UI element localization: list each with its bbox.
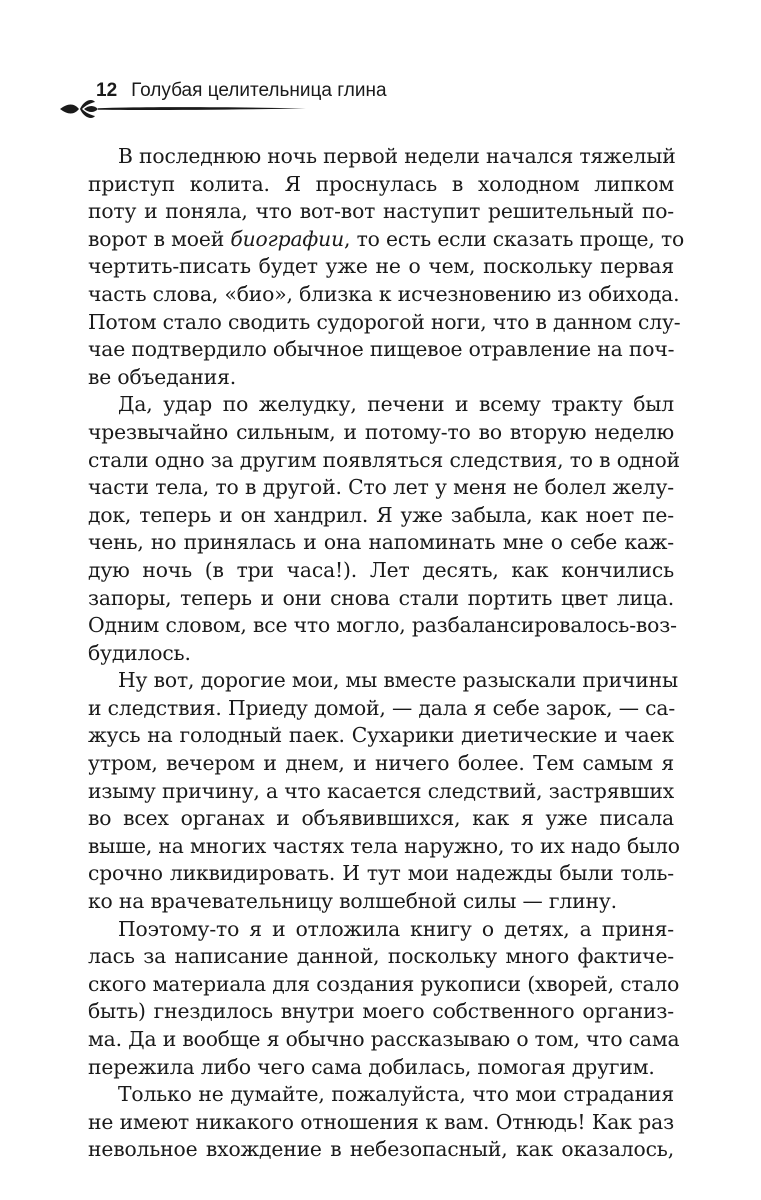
text-line: Поэтому-то я и отложила книгу о детях, а приня- (118, 916, 674, 941)
text-line: Ну вот, дорогие мои, мы вместе разыскали причины (118, 668, 678, 693)
text-line: изыму причину, а что касается следствий, застрявших (88, 778, 674, 803)
text-line: дую ночь (в три часа!). Лет десять, как кончились (88, 557, 674, 582)
text-line: Потом стало сводить судорогой ноги, что в данном слу- (88, 309, 681, 334)
text-line: невольное вхождение в небезопасный, как оказалось, (88, 1137, 674, 1162)
emphasized-text: биографии (230, 226, 344, 251)
text-line: ко на врачевательницу волшебной силы — глину. (88, 889, 617, 914)
text-line: Только не думайте, пожалуйста, что мои страдания (118, 1082, 674, 1107)
text-line: ского материала для создания рукописи (хворей, стало (88, 971, 680, 996)
paragraph (88, 916, 680, 1082)
text-line: приступ колита. Я проснулась в холодном липком (88, 171, 674, 196)
text-line: поту и поняла, что вот-вот наступит решительный по- (88, 199, 674, 224)
floral-ornament-icon (58, 96, 308, 122)
text-line: В последнюю ночь первой недели начался тяжелый (118, 144, 676, 168)
running-title: Голубая целительница глина (131, 80, 387, 101)
text-line: во всех органах и объявившихся, как я уже писала (88, 806, 674, 831)
paragraph (88, 667, 680, 915)
text-line: части тела, то в другой. Сто лет у меня не болел желу- (88, 475, 674, 500)
text-line: часть слова, «био», близка к исчезновению из обихода. (88, 281, 680, 306)
text-line: чае подтвердило обычное пищевое отравление на поч- (88, 337, 675, 362)
text-line: стали одно за другим появляться следствия, то в одной (88, 447, 680, 472)
text-line: срочно ликвидировать. И тут мои надежды были толь- (88, 861, 674, 886)
text-line: Да, удар по желудку, печени и всему тракту был (118, 392, 674, 417)
text-line: не имеют никакого отношения к вам. Отнюдь! Как раз (88, 1109, 674, 1134)
text-line: ма. Да и вообще я обычно рассказываю о том, что сама (88, 1027, 680, 1051)
text-line: выше, на многих частях тела наружно, то их надо было (88, 833, 680, 858)
text-line: чрезвычайно сильным, и потому-то во вторую неделю (88, 419, 674, 444)
text-line: быть) гнездилось внутри моего собственного организ- (88, 999, 674, 1024)
text-line: чень, но принялась и она напоминать мне о себе каж- (88, 530, 674, 555)
paragraph (88, 391, 680, 667)
text-line: будилось. (88, 640, 191, 665)
text-line: утром, вечером и днем, и ничего более. Тем самым я (88, 751, 674, 776)
text-line: лась за написание данной, поскольку много фактиче- (88, 944, 674, 969)
paragraph (88, 1081, 674, 1164)
text-line: и следствия. Приеду домой, — дала я себе зарок, — са- (88, 695, 676, 720)
text-line: чертить-писать будет уже не о чем, поскольку первая (88, 254, 674, 279)
text-line: жусь на голодный паек. Сухарики диетические и чаек (88, 723, 674, 748)
text-line (88, 226, 685, 254)
text-line: Одним словом, все что могло, разбалансировалось-воз- (88, 613, 677, 638)
paragraph (88, 143, 685, 391)
text-line: пережила либо чего сама добилась, помогая другим. (88, 1054, 655, 1079)
text-line: ве объедания. (88, 364, 237, 389)
body-text (88, 143, 685, 1164)
text-line: запоры, теперь и они снова стали портить цвет лица. (88, 585, 674, 610)
text-line: док, теперь и он хандрил. Я уже забыла, как ноет пе- (88, 502, 674, 527)
page-number: 12 (96, 80, 118, 101)
text-segment: ворот в моей (88, 226, 231, 251)
text-segment: , то есть если сказать проще, то (343, 226, 685, 251)
